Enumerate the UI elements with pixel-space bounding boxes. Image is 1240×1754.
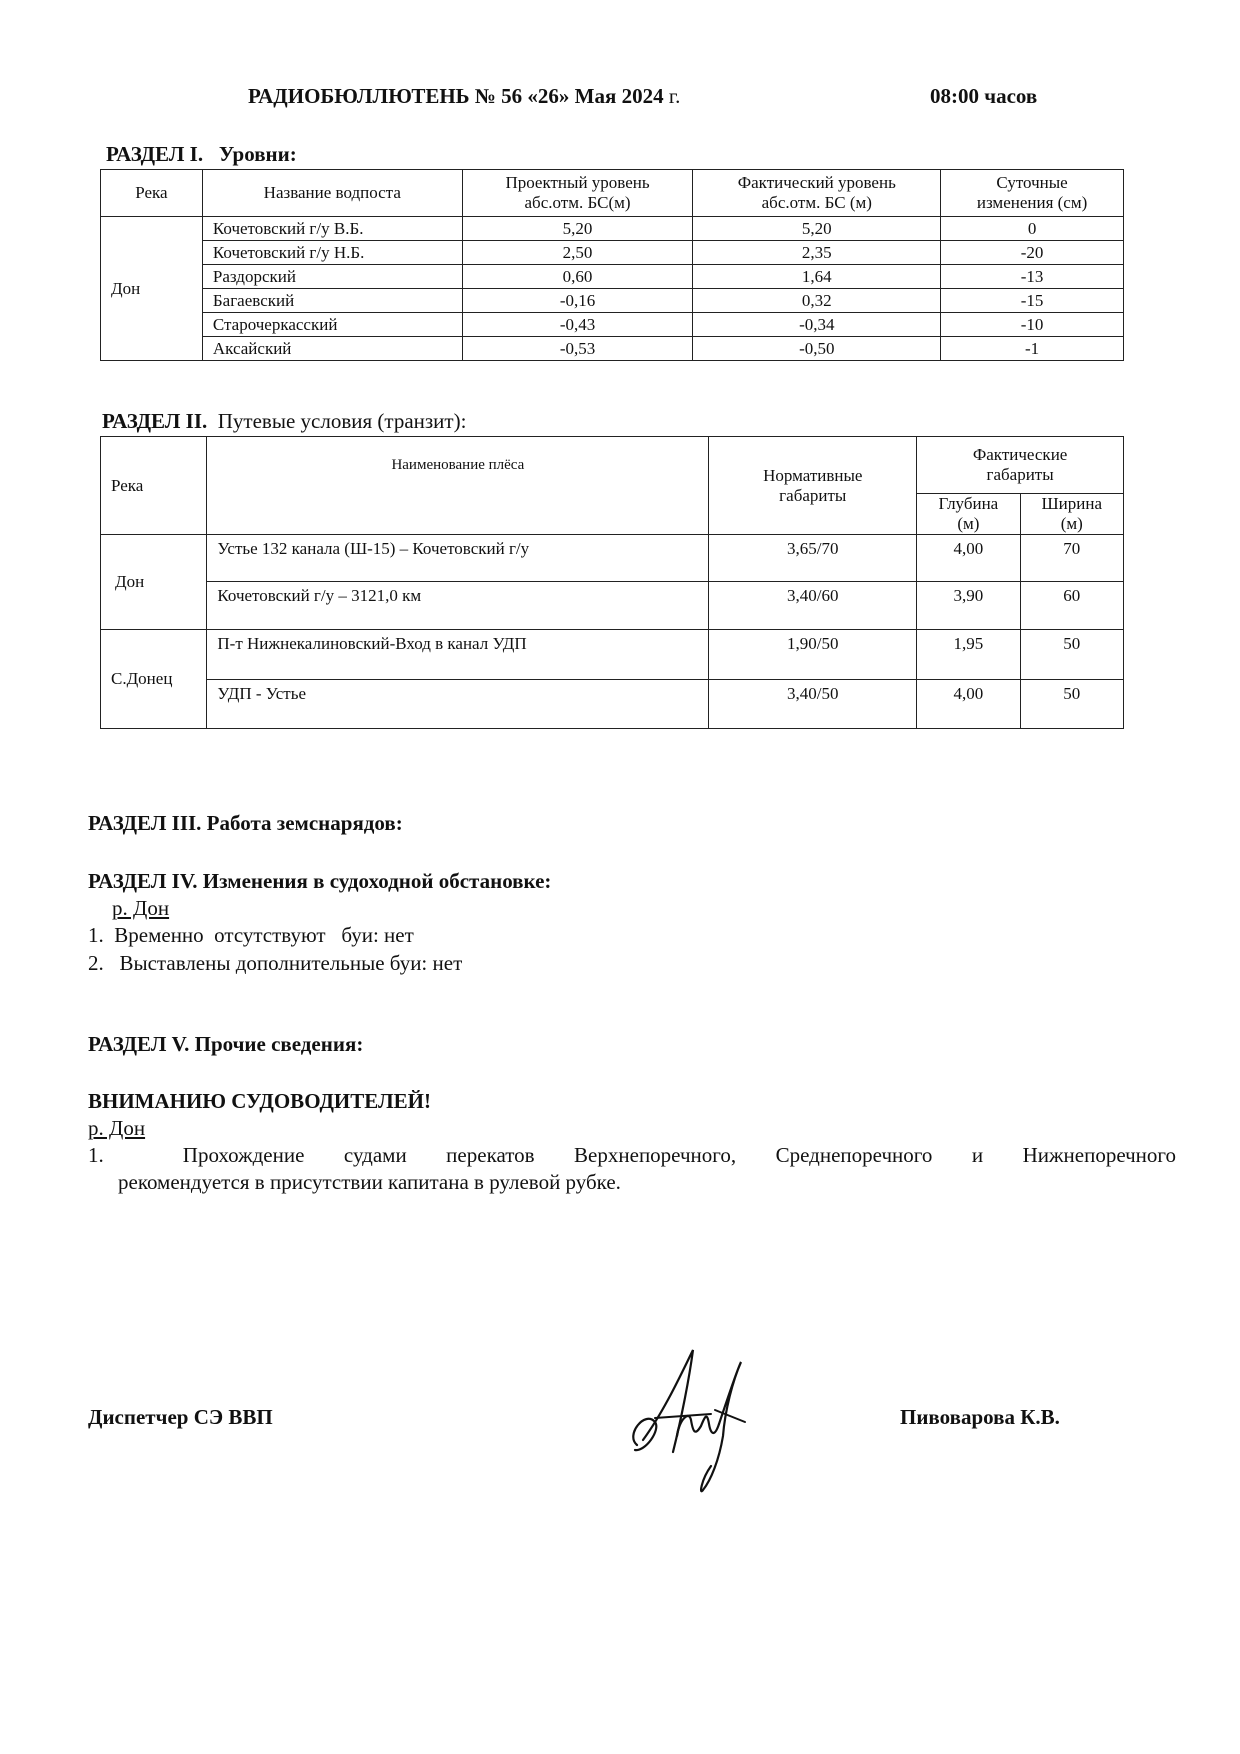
- section5-heading: РАЗДЕЛ V. Прочие сведения:: [88, 1032, 364, 1056]
- list-item: [88, 951, 462, 976]
- levels-post: Аксайский: [202, 337, 462, 361]
- transit-norm: 3,65/70: [709, 535, 917, 582]
- table-row: [101, 241, 1124, 265]
- transit-header-width-line1: Ширина: [1041, 494, 1103, 514]
- levels-actual: 0,32: [693, 289, 941, 313]
- attention-river: р. Дон: [88, 1116, 146, 1140]
- levels-header-design-line1: Проектный уровень: [505, 173, 650, 193]
- levels-header-river: Река: [101, 170, 203, 217]
- transit-reach: Устье 132 канала (Ш-15) – Кочетовский г/у: [207, 535, 709, 582]
- levels-design: 0,60: [462, 265, 693, 289]
- transit-width: 50: [1020, 630, 1123, 680]
- levels-header-actual: [693, 170, 941, 217]
- section1-heading: [106, 142, 297, 167]
- levels-header-actual-line1: Фактический уровень: [737, 173, 896, 193]
- transit-depth: 4,00: [917, 680, 1020, 729]
- transit-width: 60: [1020, 582, 1123, 630]
- section2-title: Путевые условия (транзит):: [217, 409, 467, 433]
- levels-design: -0,16: [462, 289, 693, 313]
- transit-header-row: [101, 437, 1124, 494]
- transit-reach: Кочетовский г/у – 3121,0 км: [207, 582, 709, 630]
- levels-header-design-line2: абс.отм. БС(м): [524, 193, 631, 212]
- attention-item-line1-wrap: [88, 1143, 1176, 1168]
- transit-header-reach: Наименование плёса: [207, 437, 709, 535]
- section4-item2-num: 2.: [88, 951, 104, 975]
- section4-item1-num: 1.: [88, 923, 104, 947]
- bulletin-title: [248, 84, 680, 109]
- levels-change: -13: [941, 265, 1124, 289]
- list-item: [88, 923, 414, 948]
- levels-change: 0: [941, 217, 1124, 241]
- levels-header-change-line1: Суточные: [996, 173, 1068, 193]
- transit-header-depth-line1: Глубина: [938, 494, 999, 514]
- dispatcher-title: Диспетчер СЭ ВВП: [88, 1405, 273, 1429]
- bulletin-title-text: РАДИОБЮЛЛЮТЕНЬ № 56 «26» Мая 2024: [248, 84, 664, 108]
- levels-change: -20: [941, 241, 1124, 265]
- section4-heading: РАЗДЕЛ IV. Изменения в судоходной обстановке:: [88, 869, 552, 893]
- levels-actual: -0,34: [693, 313, 941, 337]
- transit-norm: 3,40/60: [709, 582, 917, 630]
- levels-design: 5,20: [462, 217, 693, 241]
- levels-actual: 2,35: [693, 241, 941, 265]
- attention-item: [88, 1143, 1176, 1195]
- levels-post: Старочеркасский: [202, 313, 462, 337]
- transit-river-cell: С.Донец: [101, 630, 207, 729]
- levels-post: Кочетовский г/у Н.Б.: [202, 241, 462, 265]
- levels-river-cell: Дон: [101, 217, 203, 361]
- transit-norm: 3,40/50: [709, 680, 917, 729]
- levels-actual: 1,64: [693, 265, 941, 289]
- table-row: [101, 289, 1124, 313]
- section4-item1-text: Временно отсутствуют буи: нет: [114, 923, 414, 947]
- attention-item-line2: рекомендуется в присутствии капитана в рулевой рубке.: [118, 1170, 621, 1194]
- transit-header-width-line2: (м): [1060, 514, 1083, 533]
- transit-header-depth: [917, 494, 1020, 535]
- attention-item-line1: Прохождение судами перекатов Верхнепоречного, Среднепоречного и Нижнепоречного: [182, 1143, 1177, 1167]
- levels-header-post: Название водпоста: [202, 170, 462, 217]
- signature-icon: [615, 1340, 775, 1500]
- levels-header-row: [101, 170, 1124, 217]
- table-row: [101, 217, 1124, 241]
- transit-depth: 1,95: [917, 630, 1020, 680]
- transit-reach: УДП - Устье: [207, 680, 709, 729]
- transit-header-actual: [917, 437, 1124, 494]
- levels-header-design: [462, 170, 693, 217]
- transit-depth: 3,90: [917, 582, 1020, 630]
- table-row: [101, 265, 1124, 289]
- levels-design: -0,53: [462, 337, 693, 361]
- transit-width: 50: [1020, 680, 1123, 729]
- levels-table: [100, 169, 1124, 361]
- levels-design: -0,43: [462, 313, 693, 337]
- section2-heading: [102, 409, 466, 434]
- table-row: [101, 680, 1124, 729]
- section1-label: РАЗДЕЛ I.: [106, 142, 204, 166]
- table-row: [101, 337, 1124, 361]
- bulletin-title-suffix: г.: [663, 84, 681, 108]
- bulletin-time: 08:00 часов: [930, 84, 1038, 108]
- levels-actual: 5,20: [693, 217, 941, 241]
- transit-header-norm-line2: габариты: [779, 485, 847, 505]
- transit-depth: 4,00: [917, 535, 1020, 582]
- levels-change: -1: [941, 337, 1124, 361]
- transit-width: 70: [1020, 535, 1123, 582]
- transit-table: [100, 436, 1124, 729]
- levels-post: Раздорский: [202, 265, 462, 289]
- levels-header-change-line2: изменения (см): [976, 193, 1088, 212]
- table-row: [101, 630, 1124, 680]
- section2-label: РАЗДЕЛ II.: [102, 409, 208, 433]
- levels-actual: -0,50: [693, 337, 941, 361]
- levels-change: -15: [941, 289, 1124, 313]
- transit-header-norm-line1: Нормативные: [763, 465, 863, 485]
- levels-post: Багаевский: [202, 289, 462, 313]
- table-row: [101, 582, 1124, 630]
- attention-heading: ВНИМАНИЮ СУДОВОДИТЕЛЕЙ!: [88, 1089, 431, 1113]
- section3-heading: РАЗДЕЛ III. Работа земснарядов:: [88, 811, 403, 835]
- transit-norm: 1,90/50: [709, 630, 917, 680]
- transit-header-river: Река: [101, 437, 207, 535]
- transit-header-width: [1020, 494, 1123, 535]
- section1-title: Уровни:: [218, 142, 297, 166]
- transit-header-actual-line1: Фактические: [972, 445, 1068, 465]
- levels-design: 2,50: [462, 241, 693, 265]
- transit-river-cell: Дон: [101, 535, 207, 630]
- dispatcher-name: Пивоварова К.В.: [900, 1405, 1060, 1429]
- section4-river: р. Дон: [112, 896, 170, 920]
- transit-header-norm: [709, 437, 917, 535]
- attention-item-num: 1.: [88, 1143, 104, 1167]
- levels-post: Кочетовский г/у В.Б.: [202, 217, 462, 241]
- section4-item2-text: Выставлены дополнительные буи: нет: [119, 951, 463, 975]
- levels-header-actual-line2: абс.отм. БС (м): [761, 193, 872, 212]
- levels-change: -10: [941, 313, 1124, 337]
- table-row: [101, 313, 1124, 337]
- levels-header-change: [941, 170, 1124, 217]
- table-row: [101, 535, 1124, 582]
- transit-reach: П-т Нижнекалиновский-Вход в канал УДП: [207, 630, 709, 680]
- transit-header-depth-line2: (м): [957, 514, 980, 533]
- transit-header-actual-line2: габариты: [986, 465, 1054, 484]
